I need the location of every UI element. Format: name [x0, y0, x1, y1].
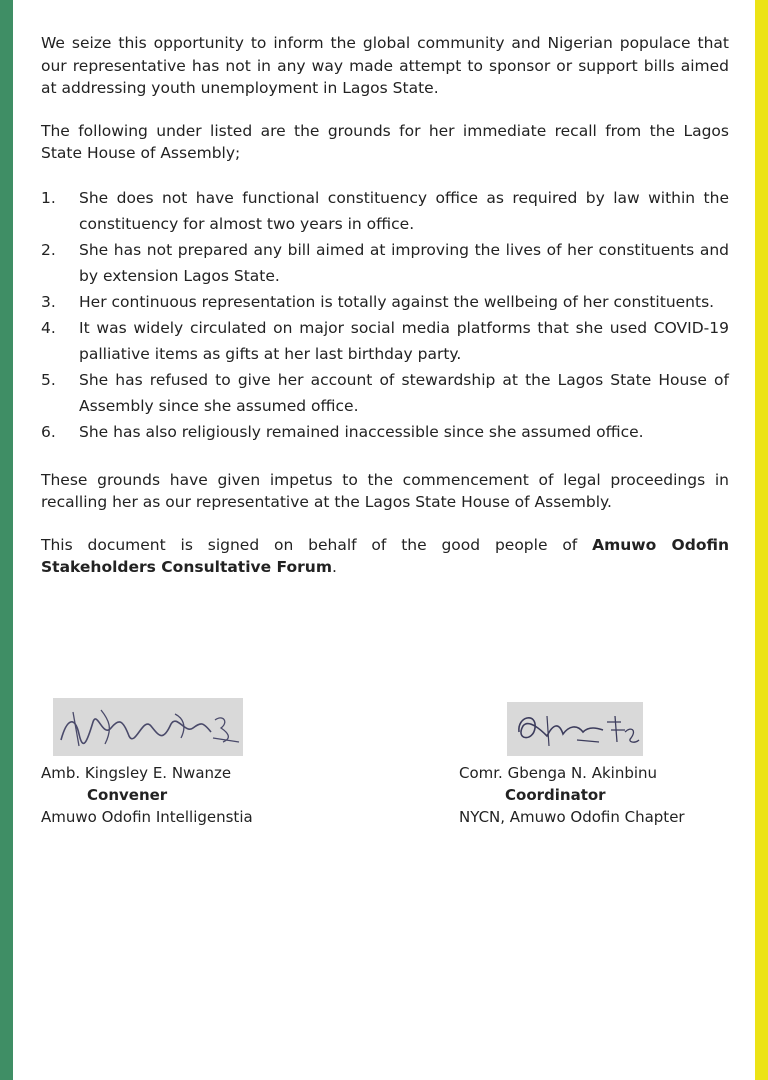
list-number: 2. — [41, 240, 56, 259]
list-text: It was widely circulated on major social media platforms that she used COVID-19 palliative items as gifts at her last birthday party. — [79, 318, 729, 363]
list-number: 5. — [41, 370, 56, 389]
signatory-left — [41, 698, 301, 828]
grounds-list — [41, 185, 729, 445]
signatory-name: Amb. Kingsley E. Nwanze — [41, 764, 232, 782]
right-yellow-stripe — [755, 0, 768, 1080]
signatory-organization: NYCN, Amuwo Odofin Chapter — [459, 808, 685, 826]
list-number: 1. — [41, 188, 56, 207]
list-item — [41, 315, 729, 367]
signed-suffix: . — [331, 558, 337, 576]
list-text: She has not prepared any bill aimed at improving the lives of her constituents and by extension Lagos State. — [79, 240, 729, 285]
impetus-paragraph: These grounds have given impetus to the commencement of legal proceedings in recalling her as our representative at the Lagos State House of Assembly. — [41, 470, 729, 511]
list-item — [41, 237, 729, 289]
list-number: 6. — [41, 422, 56, 441]
intro-paragraph: We seize this opportunity to inform the global community and Nigerian populace that our representative has not in any way made attempt to sponsor or support bills aimed at addressing youth unemployment in Lagos State. — [41, 34, 729, 97]
list-item — [41, 367, 729, 419]
signatory-name: Comr. Gbenga N. Akinbinu — [459, 764, 658, 782]
list-item — [41, 419, 729, 445]
signatory-title: Convener — [87, 786, 168, 804]
list-item — [41, 289, 729, 315]
signed-prefix: This document is signed on behalf of the good people of — [41, 535, 593, 554]
letter-body — [41, 32, 729, 579]
list-text: She does not have functional constituency office as required by law within the constituency for almost two years in office. — [79, 188, 729, 233]
list-text: Her continuous representation is totally against the wellbeing of her constituents. — [79, 292, 715, 311]
signatory-title: Coordinator — [505, 786, 606, 804]
signature-image-right — [507, 702, 643, 756]
grounds-intro-paragraph: The following under listed are the grounds for her immediate recall from the Lagos State House of Assembly; — [41, 121, 729, 162]
list-item — [41, 185, 729, 237]
signed-paragraph — [41, 534, 729, 579]
list-number: 3. — [41, 292, 56, 311]
left-green-stripe — [0, 0, 13, 1080]
list-number: 4. — [41, 318, 56, 337]
signatory-right — [459, 698, 719, 828]
list-text: She has refused to give her account of stewardship at the Lagos State House of Assembly since she assumed office. — [79, 370, 729, 415]
list-text: She has also religiously remained inaccessible since she assumed office. — [79, 422, 644, 441]
signatory-organization: Amuwo Odofin Intelligenstia — [41, 808, 253, 826]
signature-image-left — [53, 698, 243, 756]
forum-name: Amuwo Odofin Stakeholders Consultative Forum — [41, 535, 729, 576]
